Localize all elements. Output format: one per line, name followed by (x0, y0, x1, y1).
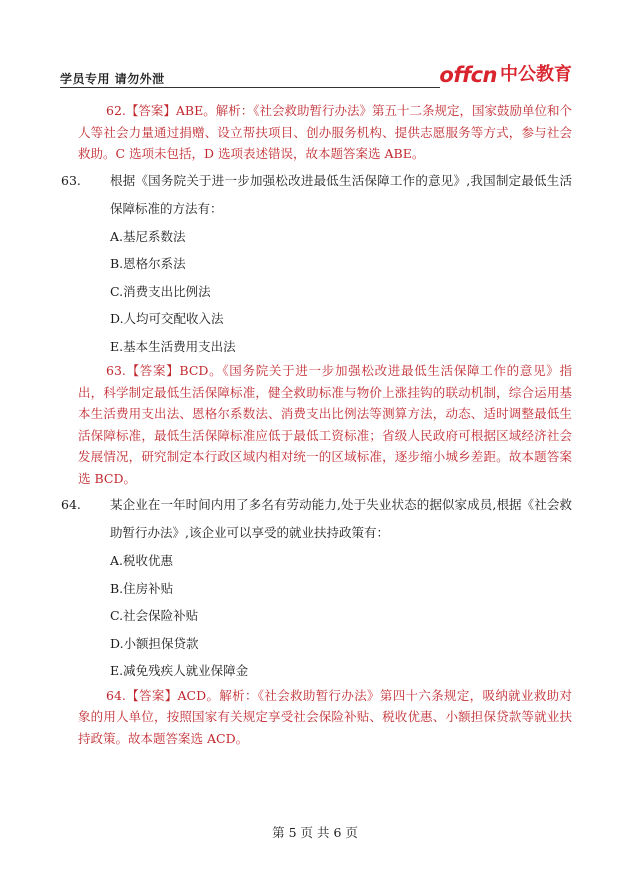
answer-63: 63.【答案】BCD。《国务院关于进一步加强松改进最低生活保障工作的意见》指出，科学制定最低生活保障标准，健全救助标准与物价上涨挂钩的联动机制，综合运用基本生活费用支出法、恩格尔系数法、消费支出比例法等测算方法，动态、适时调整最低生活保障标准，最低生活保障标准应低于最低工资标准；省级人民政府可根据区域经济社会发展情况，研究制定本行政区域内相对统一的区域标准，逐步缩小城乡差距。故本题答案选 BCD。 (78, 363, 572, 486)
question-63 (61, 167, 572, 223)
answer-64: 64.【答案】ACD。解析：《社会救助暂行办法》第四十六条规定，吸纳就业救助对象的用人单位，按照国家有关规定享受社会保险补贴、税收优惠、小额担保贷款等就业扶持政策。故本题答案选 ACD。 (78, 687, 572, 746)
offcn-logo (439, 64, 572, 86)
question-64 (61, 491, 572, 547)
question-number: 63. (61, 172, 81, 188)
option-a: A.基尼系数法 (110, 228, 186, 244)
option-b: B.住房补贴 (110, 580, 174, 596)
page-footer: 第 5 页 共 6 页 (272, 825, 358, 840)
question-number: 64. (61, 497, 81, 512)
option-e: E.减免残疾人就业保障金 (110, 663, 249, 678)
option-a: A.税收优惠 (110, 553, 174, 568)
header-notice: 学员专用 请勿外泄 (60, 72, 165, 86)
question-stem: 某企业在一年时间内用了多名有劳动能力,处于失业状态的据似家成员,根据《社会救助暂行办法》,该企业可以享受的就业扶持政策有： (110, 497, 572, 540)
page-content (61, 100, 572, 749)
option-d: D.小额担保贷款 (110, 635, 199, 651)
options-63 (78, 223, 572, 361)
option-e: E.基本生活费用支出法 (110, 338, 236, 354)
logo-english: offcn (439, 63, 497, 87)
option-c: C.消费支出比例法 (110, 283, 211, 299)
option-d: D.人均可交配收入法 (110, 311, 224, 326)
logo-chinese: 中公教育 (500, 64, 572, 85)
options-64 (78, 547, 572, 685)
page-header (60, 60, 572, 92)
question-stem: 根据《国务院关于进一步加强松改进最低生活保障工作的意见》,我国制定最低生活保障标准的方法有： (110, 172, 572, 216)
header-rule (60, 87, 440, 88)
answer-62: 62.【答案】ABE。解析：《社会救助暂行办法》第五十二条规定，国家鼓励单位和个人等社会力量通过捐赠、设立帮扶项目、创办服务机构、提供志愿服务等方式，参与社会救助。C 选项未包括，D 选项表述错误，故本题答案选 ABE。 (78, 103, 572, 161)
option-c: C.社会保险补贴 (110, 608, 199, 623)
option-b: B.恩格尔系法 (110, 256, 186, 271)
